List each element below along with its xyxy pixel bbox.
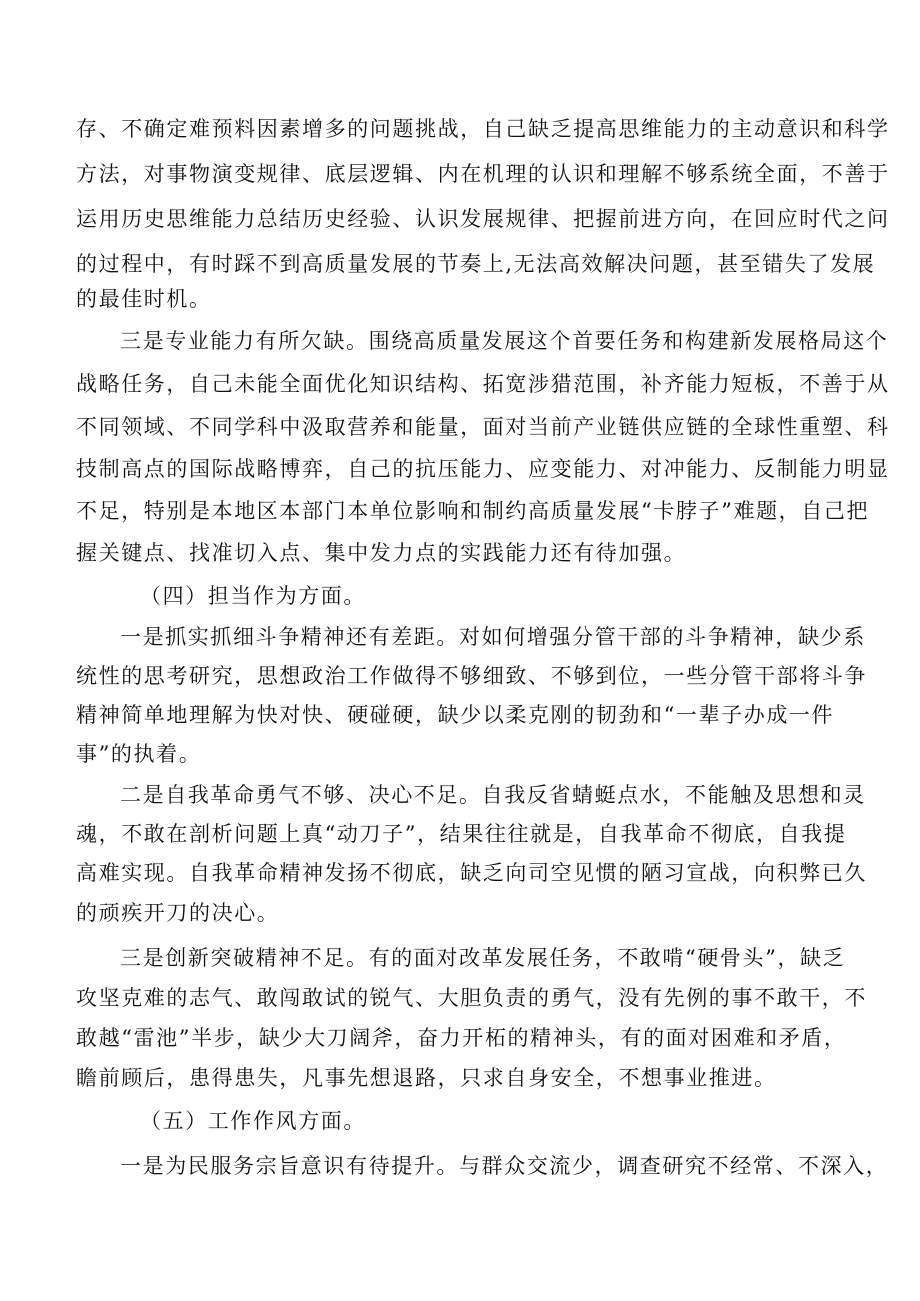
text-line: 运用历史思维能力总结历史经验、认识发展规律、把握前进方向，在回应时代之问 [76,207,890,231]
text-line: 统性的思考研究，思想政治工作做得不够细致、不够到位，一些分管干部将斗争 [76,664,867,688]
text-line: 不同领域、不同学科中汲取营养和能量，面对当前产业链供应链的全球性重塑、科 [76,415,890,439]
text-line: 的顽疾开刀的决心。 [76,901,280,925]
paragraph-start: 一是抓实抓细斗争精神还有差距。对如何增强分管干部的斗争精神，缺少系 [120,625,866,649]
text-line: 战略任务，自己未能全面优化知识结构、拓宽涉猎范围，补齐能力短板，不善于从 [76,372,890,396]
paragraph-start: 二是自我革命勇气不够、决心不足。自我反省蜻蜓点水，不能触及思想和灵 [120,783,866,807]
text-line: 瞻前顾后，患得患失，凡事先想退路，只求自身安全，不想事业推进。 [76,1066,777,1090]
text-line: 事”的执着。 [76,742,202,766]
text-line: 魂，不敢在剖析问题上真“动刀子”，结果往往就是，自我革命不彻底，自我提 [76,822,847,846]
text-line: 不足，特别是本地区本部门本单位影响和制约高质量发展“卡脖子”难题，自己把 [76,499,870,523]
text-line: 握关键点、找准切入点、集中发力点的实践能力还有待加强。 [76,541,687,565]
text-line: 方法，对事物演变规律、底层逻辑、内在机理的认识和理解不够系统全面，不善于 [76,162,890,186]
text-line: 高难实现。自我革命精神发扬不彻底，缺乏向司空见惯的陋习宣战，向积弊已久 [76,861,867,885]
text-line: 的过程中，有时踩不到高质量发展的节奏上,无法高效解决问题，甚至错失了发展 [76,252,876,276]
text-line: 精神简单地理解为快对快、硬碰硬，缺少以柔克刚的韧劲和“一辈子办成一件 [76,703,835,727]
text-line: 敢越“雷池”半步，缺少大刀阔斧，奋力开柘的精神头，有的面对困难和矛盾， [76,1026,847,1050]
section-heading: （四）担当作为方面。 [140,584,366,608]
text-line: 存、不确定难预料因素增多的问题挑战，自己缺乏提高思维能力的主动意识和科学 [76,117,890,141]
text-line: 技制高点的国际战略博弈，自己的抗压能力、应变能力、对冲能力、反制能力明显 [76,457,890,481]
paragraph-start: 三是创新突破精神不足。有的面对改革发展任务，不敢啃“硬骨头”，缺乏 [120,946,846,970]
paragraph-start: 三是专业能力有所欠缺。围绕高质量发展这个首要任务和构建新发展格局这个 [120,329,889,353]
section-heading: （五）工作作风方面。 [140,1109,366,1133]
text-line: 攻坚克难的志气、敢闯敢试的锐气、大胆负责的勇气，没有先例的事不敢干，不 [76,986,867,1010]
text-line: 的最佳时机。 [76,287,212,311]
paragraph-start: 一是为民服务宗旨意识有待提升。与群众交流少，调查研究不经常、不深入， [120,1154,889,1178]
